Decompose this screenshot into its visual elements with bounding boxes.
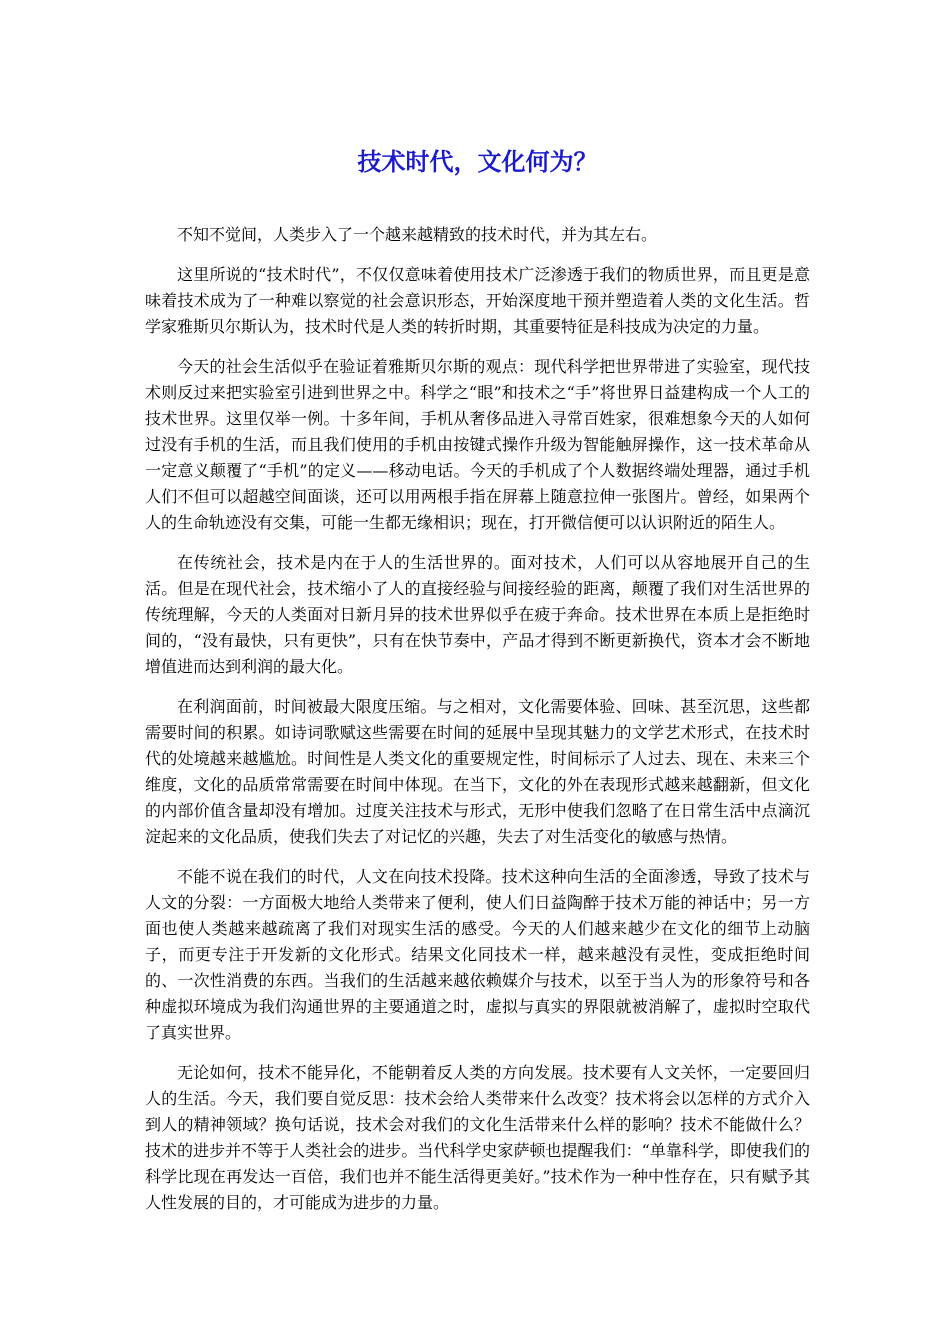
paragraph-2: 这里所说的“技术时代”，不仅仅意味着使用技术广泛渗透于我们的物质世界，而且更是意味着技术成为了一种难以察觉的社会意识形态，开始深度地干预并塑造着人类的文化生活。哲学家雅斯贝尔斯认为，技术时代是人类的转折时期，其重要特征是科技成为决定的力量。: [145, 265, 810, 336]
paragraph-7: 无论如何，技术不能异化，不能朝着反人类的方向发展。技术要有人文关怀，一定要回归人的生活。今天，我们要自觉反思：技术会给人类带来什么改变？技术将会以怎样的方式介入到人的精神领域？换句话说，技术会对我们的文化生活带来什么样的影响？技术不能做什么？技术的进步并不等于人类社会的进步。当代科学史家萨顿也提醒我们：“单靠科学，即使我们的科学比现在再发达一百倍，我们也并不能生活得更美好。”技术作为一种中性存在，只有赋予其人性发展的目的，才可能成为进步的力量。: [145, 1063, 810, 1212]
paragraph-6: 不能不说在我们的时代，人文在向技术投降。技术这种向生活的全面渗透，导致了技术与人文的分裂：一方面极大地给人类带来了便利，使人们日益陶醉于技术万能的神话中；另一方面也使人类越来越疏离了我们对现实生活的感受。今天的人们越来越少在文化的细节上动脑子，而更专注于开发新的文化形式。结果文化同技术一样，越来越没有灵性，变成拒绝时间的、一次性消费的东西。当我们的生活越来越依赖媒介与技术，以至于当人为的形象符号和各种虚拟环境成为我们沟通世界的主要通道之时，虚拟与真实的界限就被消解了，虚拟时空取代了真实世界。: [145, 867, 810, 1042]
document-title: 技术时代，文化何为？: [357, 147, 598, 176]
paragraph-3: 今天的社会生活似乎在验证着雅斯贝尔斯的观点：现代科学把世界带进了实验室，现代技术则反过来把实验室引进到世界之中。科学之“眼”和技术之“手”将世界日益建构成一个人工的技术世界。这里仅举一例。十多年间，手机从奢侈品进入寻常百姓家，很难想象今天的人如何过没有手机的生活，而且我们使用的手机由按键式操作升级为智能触屏操作，这一技术革命从一定意义颠覆了“手机”的定义——移动电话。今天的手机成了个人数据终端处理器，通过手机人们不但可以超越空间面谈，还可以用两根手指在屏幕上随意拉伸一张图片。曾经，如果两个人的生命轨迹没有交集，可能一生都无缘相识；现在，打开微信便可以认识附近的陌生人。: [145, 357, 810, 532]
article-body: [145, 222, 810, 1230]
paragraph-1: 不知不觉间，人类步入了一个越来越精致的技术时代，并为其左右。: [177, 225, 658, 244]
paragraph-5: 在利润面前，时间被最大限度压缩。与之相对，文化需要体验、回味、甚至沉思，这些都需要时间的积累。如诗词歌赋这些需要在时间的延展中呈现其魅力的文学艺术形式，在技术时代的处境越来越尴尬。时间性是人类文化的重要规定性，时间标示了人过去、现在、未来三个维度，文化的品质常常需要在时间中体现。在当下，文化的外在表现形式越来越翻新，但文化的内部价值含量却没有增加。过度关注技术与形式，无形中使我们忽略了在日常生活中点滴沉淀起来的文化品质，使我们失去了对记忆的兴趣，失去了对生活变化的敏感与热情。: [145, 697, 810, 846]
paragraph-4: 在传统社会，技术是内在于人的生活世界的。面对技术，人们可以从容地展开自己的生活。但是在现代社会，技术缩小了人的直接经验与间接经验的距离，颠覆了我们对生活世界的传统理解，今天的人类面对日新月异的技术世界似乎在疲于奔命。技术世界在本质上是拒绝时间的，“没有最快，只有更快”，只有在快节奏中，产品才得到不断更新换代，资本才会不断地增值进而达到利润的最大化。: [145, 553, 810, 676]
